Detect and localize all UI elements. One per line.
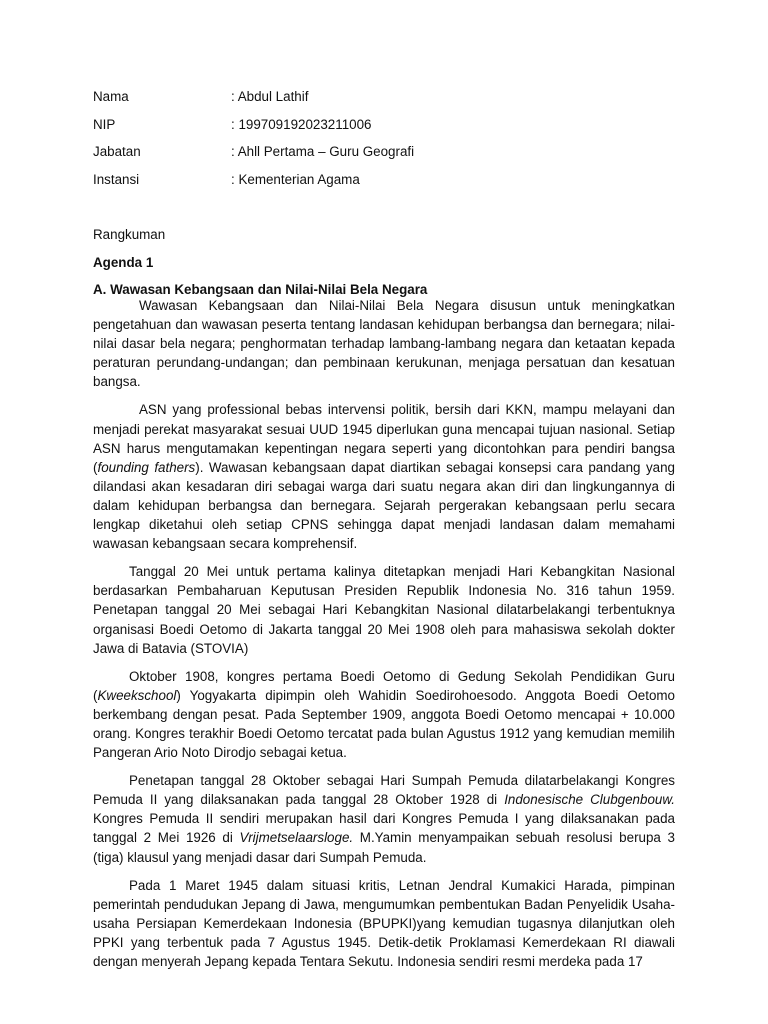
paragraph-6: Pada 1 Maret 1945 dalam situasi kritis, Letnan Jendral Kumakici Harada, pimpinan pemerintah pendudukan Jepang di Jawa, mengumumkan pembentukan Badan Penyelidik Usaha-usaha Persiapan Kemerdekaan Indonesia (BPUPKI)yang kemudian tugasnya dilanjutkan oleh PPKI yang terbentuk pada 7 Agustus 1945. Detik-detik Proklamasi Kemerdekaan RI diawali dengan menyerah Jepang kepada Tentara Sekutu. Indonesia sendiri resmi merdeka pada 17 (93, 877, 675, 969)
identity-value: : Abdul Lathif (231, 89, 309, 104)
paragraph-4 (93, 667, 675, 762)
paragraph-5 (93, 771, 675, 866)
paragraph-text: M.Yamin menyampaikan sebuah resolusi berupa 3 (tiga) klausul yang menjadi dasar dari Sumpah Pemuda. (93, 830, 675, 865)
paragraph-text: ASN yang professional bebas intervensi politik, bersih dari KKN, mampu melayani dan menjadi perekat masyarakat sesuai UUD 1945 diperlukan guna mencapai tujuan nasional. Setiap ASN harus mengutamakan kepentingan negara seperti yang dicontohkan para pendiri bangsa ( (93, 402, 675, 475)
section-heading: A. Wawasan Kebangsaan dan Nilai-Nilai Bela Negara (93, 282, 428, 297)
identity-row-jabatan (93, 142, 693, 170)
paragraph-text: ). Wawasan kebangsaan dapat diartikan sebagai konsepsi cara pandang yang dilandasi akan kesadaran diri sebagai warga dari suatu negara akan diri dan lingkungannya di dalam kehidupan berbangsa dan bernegara. Sejarah pergerakan kebangsaan perlu secara lengkap diketahui oleh setiap CPNS sehingga dapat menjadi landasan dalam memahami wawasan kebangsaan secara komprehensif. (93, 459, 675, 552)
paragraph-text: Kongres Pemuda II sendiri merupakan hasil dari Kongres Pemuda I yang dilaksanakan pada tanggal 2 Mei 1926 di (93, 811, 675, 846)
paragraph-text: Oktober 1908, kongres pertama Boedi Oetomo di Gedung Sekolah Pendidikan Guru ( (93, 668, 675, 703)
paragraph-2 (93, 400, 675, 553)
identity-label: NIP (93, 116, 116, 132)
italic-term: Kweekschool (97, 687, 177, 703)
identity-row-instansi (93, 170, 693, 198)
identity-value: : 199709192023211006 (231, 116, 372, 132)
agenda-title: Agenda 1 (93, 255, 154, 270)
identity-block (93, 87, 693, 197)
italic-term: Indonesische Clubgenbouw. (504, 792, 675, 808)
paragraph-text: Penetapan tanggal 28 Oktober sebagai Hari Sumpah Pemuda dilatarbelakangi Kongres Pemuda II yang dilaksanakan pada tanggal 28 Oktober 1928 di (93, 773, 675, 808)
italic-term: founding fathers (97, 459, 196, 475)
document-body (93, 296, 675, 980)
paragraph-text: ) Yogyakarta dipimpin oleh Wahidin Soedirohoesodo. Anggota Boedi Oetomo berkembang dengan pesat. Pada September 1909, anggota Boedi Oetomo mencapai + 10.000 orang. Kongres terakhir Boedi Oetomo tercatat pada bulan Agustus 1912 yang kemudian memilih Pangeran Ario Noto Dirodjo sebagai ketua. (93, 687, 675, 761)
identity-label: Instansi (93, 171, 140, 187)
rangkuman-title: Rangkuman (93, 227, 166, 242)
identity-label: Jabatan (93, 144, 141, 160)
identity-value: : Ahll Pertama – Guru Geografi (231, 144, 415, 160)
paragraph-1: Wawasan Kebangsaan dan Nilai-Nilai Bela Negara disusun untuk meningkatkan pengetahuan dan wawasan peserta tentang landasan kehidupan berbangsa dan bernegara; nilai-nilai dasar bela negara; penghormatan terhadap lambang-lambang negara dan ketaatan kepada peraturan perundang-undangan; dan pembinaan kerukunan, menjaga persatuan dan kesatuan bangsa. (93, 298, 675, 390)
paragraph-3: Tanggal 20 Mei untuk pertama kalinya ditetapkan menjadi Hari Kebangkitan Nasional berdasarkan Pembaharuan Keputusan Presiden Republik Indonesia No. 316 tahun 1959. Penetapan tanggal 20 Mei sebagai Hari Kebangkitan Nasional dilatarbelakangi terbentuknya organisasi Boedi Oetomo di Jakarta tanggal 20 Mei 1908 oleh para mahasiswa sekolah dokter Jawa di Batavia (STOVIA) (93, 564, 675, 656)
italic-term: Vrijmetselaarsloge. (239, 830, 354, 846)
identity-label: Nama (93, 89, 129, 104)
identity-row-nama (93, 87, 693, 115)
identity-value: : Kementerian Agama (231, 171, 360, 187)
identity-row-nip (93, 115, 693, 143)
